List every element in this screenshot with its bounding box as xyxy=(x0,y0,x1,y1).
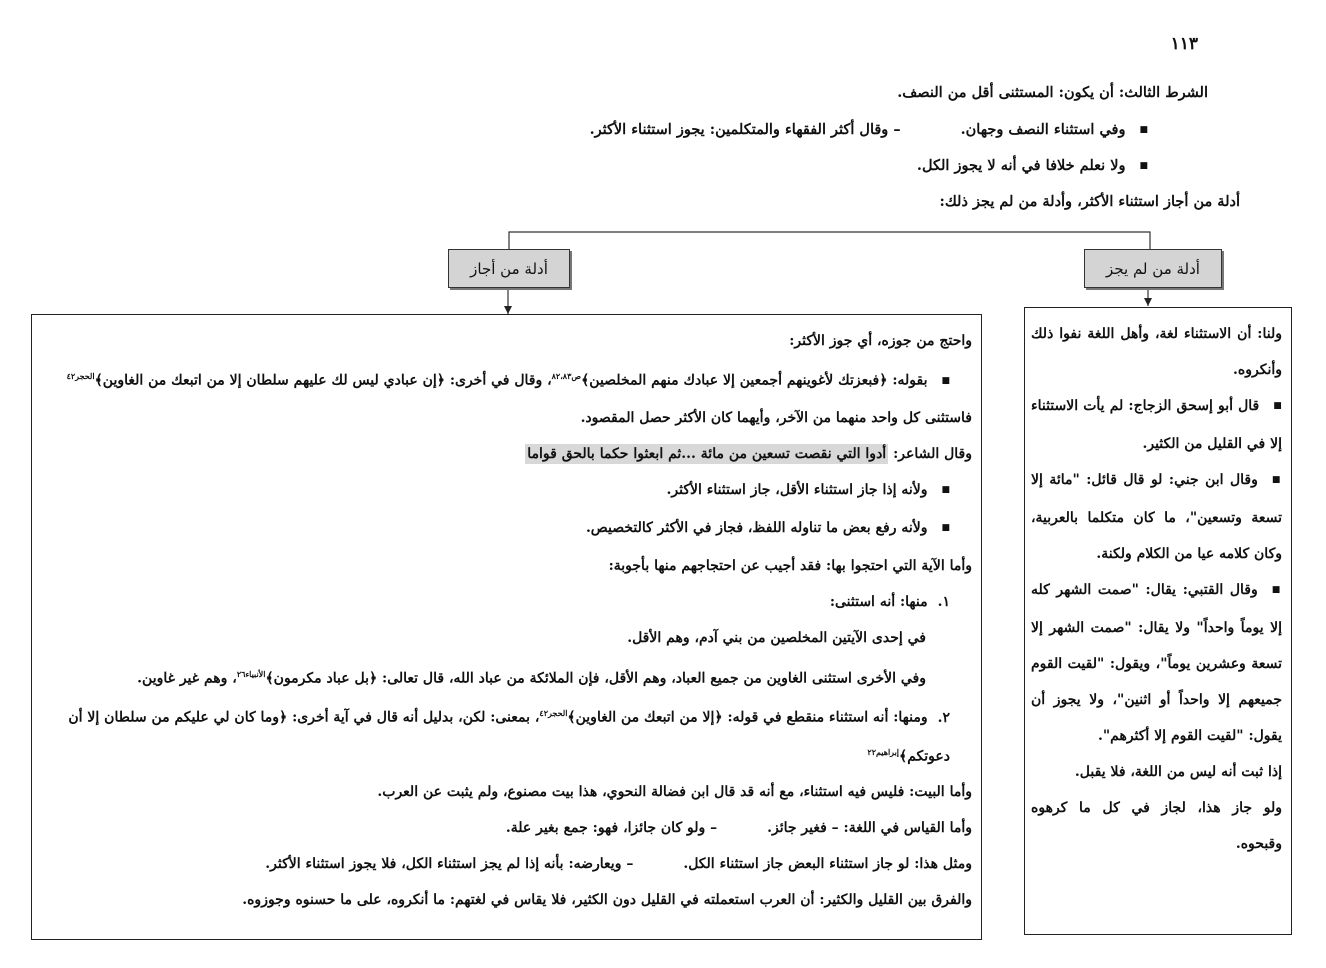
lb-line-5: ■ ولأنه إذا جاز استثناء الأقل، جاز استثناء الأكثر. xyxy=(40,472,972,510)
lb-line-14 xyxy=(40,846,972,882)
lb-line-6: ■ ولأنه رفع بعض ما تناوله اللفظ، فجاز في الأكثر كالتخصيص. xyxy=(40,510,972,548)
answer-1-intro: منها: أنه استثنى: xyxy=(829,593,928,610)
analogy-a: وأما القياس في اللغة: – فغير جائز. xyxy=(767,819,972,836)
rb-para-0: ولنا: أن الاستثناء لغة، وأهل اللغة نفوا ذلك وأنكروه. xyxy=(1031,326,1282,378)
lb-poet-line xyxy=(40,436,972,472)
verse-1: بقوله: ﴿فبعزتك لأغوينهم أجمعين إلا عبادك منهم المخلصين﴾ xyxy=(581,372,928,389)
lb-line-1: واحتج من جوزه، أي جوز الأكثر: xyxy=(789,333,972,349)
lb-line-12: وأما البيت: فليس فيه استثناء، مع أنه قد قال ابن فضالة النحوي، هذا بيت مصنوع، ولم يثبت عن العرب. xyxy=(377,783,972,800)
rb-para-4: إذا ثبت أنه ليس من اللغة، فلا يقبل. xyxy=(1074,764,1282,780)
node-permitters: أدلة من أجاز xyxy=(448,249,570,288)
similar-a: ومثل هذا: لو جاز استثناء البعض جاز استثناء الكل. xyxy=(683,855,972,872)
analogy-b: – ولو كان جائزا، فهو: جمع بغير علة. xyxy=(505,819,718,836)
poem-verse: أدوا التي نقصت تسعين من مائة ...ثم ابعثوا حكما بالحق قواما xyxy=(527,445,887,462)
verse-2-ref: الحجر٤٢ xyxy=(66,371,95,381)
lb-line-11 xyxy=(40,696,972,773)
lb-line-15: والفرق بين القليل والكثير: أن العرب استعملته في القليل دون الكثير، فلا يقاس في لغتهم: ما أنكروه، على ما حسنوه وجوزوه. xyxy=(242,891,972,908)
lb-line-8 xyxy=(40,584,972,620)
answer-2-b: ، بمعنى: لكن، بدليل أنه قال في آية أخرى: ﴿وما كان لي عليكم من سلطان إلا أن دعوتكم﴾ xyxy=(68,709,950,765)
answer-1-b-end: ، وهم غير غاوين. xyxy=(137,670,237,687)
evidence-intro: أدلة من أجاز استثناء الأكثر، وأدلة من لم يجز ذلك: xyxy=(939,193,1240,210)
list-num-1: ١. xyxy=(937,593,950,610)
verse-4-ref: الحجر٤٢ xyxy=(539,708,568,719)
rb-para-1: ■ قال أبو إسحق الزجاج: لم يأت الاستثناء إلا في القليل من الكثير. xyxy=(1031,388,1282,462)
verse-5-ref: إبراهيم٢٢ xyxy=(867,746,900,757)
non-permitters-box xyxy=(1024,307,1292,935)
lb-line-9: في إحدى الآيتين المخلصين من بني آدم، وهم الأقل. xyxy=(627,629,926,646)
lb-line-3: فاستثنى كل واحد منهما من الآخر، وأيهما كان الأكثر حصل المقصود. xyxy=(580,409,972,426)
lb-line-13 xyxy=(40,810,972,846)
bullet-half-a: وفي استثناء النصف وجهان. xyxy=(960,121,1126,138)
page-number: ١١٣ xyxy=(1170,34,1198,54)
similar-b: – ويعارضه: بأنه إذا لم يجز استثناء الكل، فلا يجوز استثناء الأكثر. xyxy=(265,855,634,872)
bullet-half-b: – وقال أكثر الفقهاء والمتكلمين: يجوز استثناء الأكثر. xyxy=(589,121,901,138)
verse-2: ، وقال في أخرى: ﴿إن عبادي ليس لك عليهم سلطان إلا من اتبعك من الغاوين﴾ xyxy=(94,372,552,389)
bullet-no-whole: ■ ولا نعلم خلافا في أنه لا يجوز الكل. xyxy=(917,157,1148,174)
list-num-2: ٢. xyxy=(937,709,950,726)
lb-line-10 xyxy=(40,656,972,697)
verse-1-ref: ص٨٢،٨٣ xyxy=(551,371,582,381)
condition-heading: الشرط الثالث: أن يكون: المستثنى أقل من النصف. xyxy=(897,84,1208,101)
permitters-box xyxy=(31,314,982,940)
rb-para-5: ولو جاز هذا، لجاز في كل ما كرهوه وقبحوه. xyxy=(1031,800,1282,852)
verse-3-ref: الأنبياء٢٦ xyxy=(236,668,266,679)
lb-line-7: وأما الآية التي احتجوا بها: فقد أجيب عن احتجاجهم منها بأجوبة: xyxy=(608,557,972,574)
rb-para-2: ■ وقال ابن جني: لو قال قائل: "مائة إلا تسعة وتسعين"، ما كان متكلما بالعربية، وكان كلامه عيا من الكلام ولكنة. xyxy=(1031,462,1282,572)
node-non-permitters: أدلة من لم يجز xyxy=(1084,249,1222,288)
answer-1-b: وفي الأخرى استثنى الغاوين من جميع العباد، وهم الأقل، فإن الملائكة من عباد الله، قال تعالى: ﴿بل عباد مكرمون﴾ xyxy=(265,670,926,687)
rb-para-3: ■ وقال القتبي: يقال: "صمت الشهر كله إلا يوماً واحداً" ولا يقال: "صمت الشهر إلا تسعة وعشرين يوماً"، ويقول: "لقيت القوم جميعهم إلا واحداً أو اثنين"، ولا يجوز أن يقول: "لقيت القوم إلا أكثرهم". xyxy=(1031,572,1282,754)
lb-verse-quote xyxy=(40,359,972,400)
answer-2-a: ومنها: أنه استثناء منقطع في قوله: ﴿إلا من اتبعك من الغاوين﴾ xyxy=(567,709,928,726)
poet-intro: وقال الشاعر: xyxy=(888,445,972,462)
